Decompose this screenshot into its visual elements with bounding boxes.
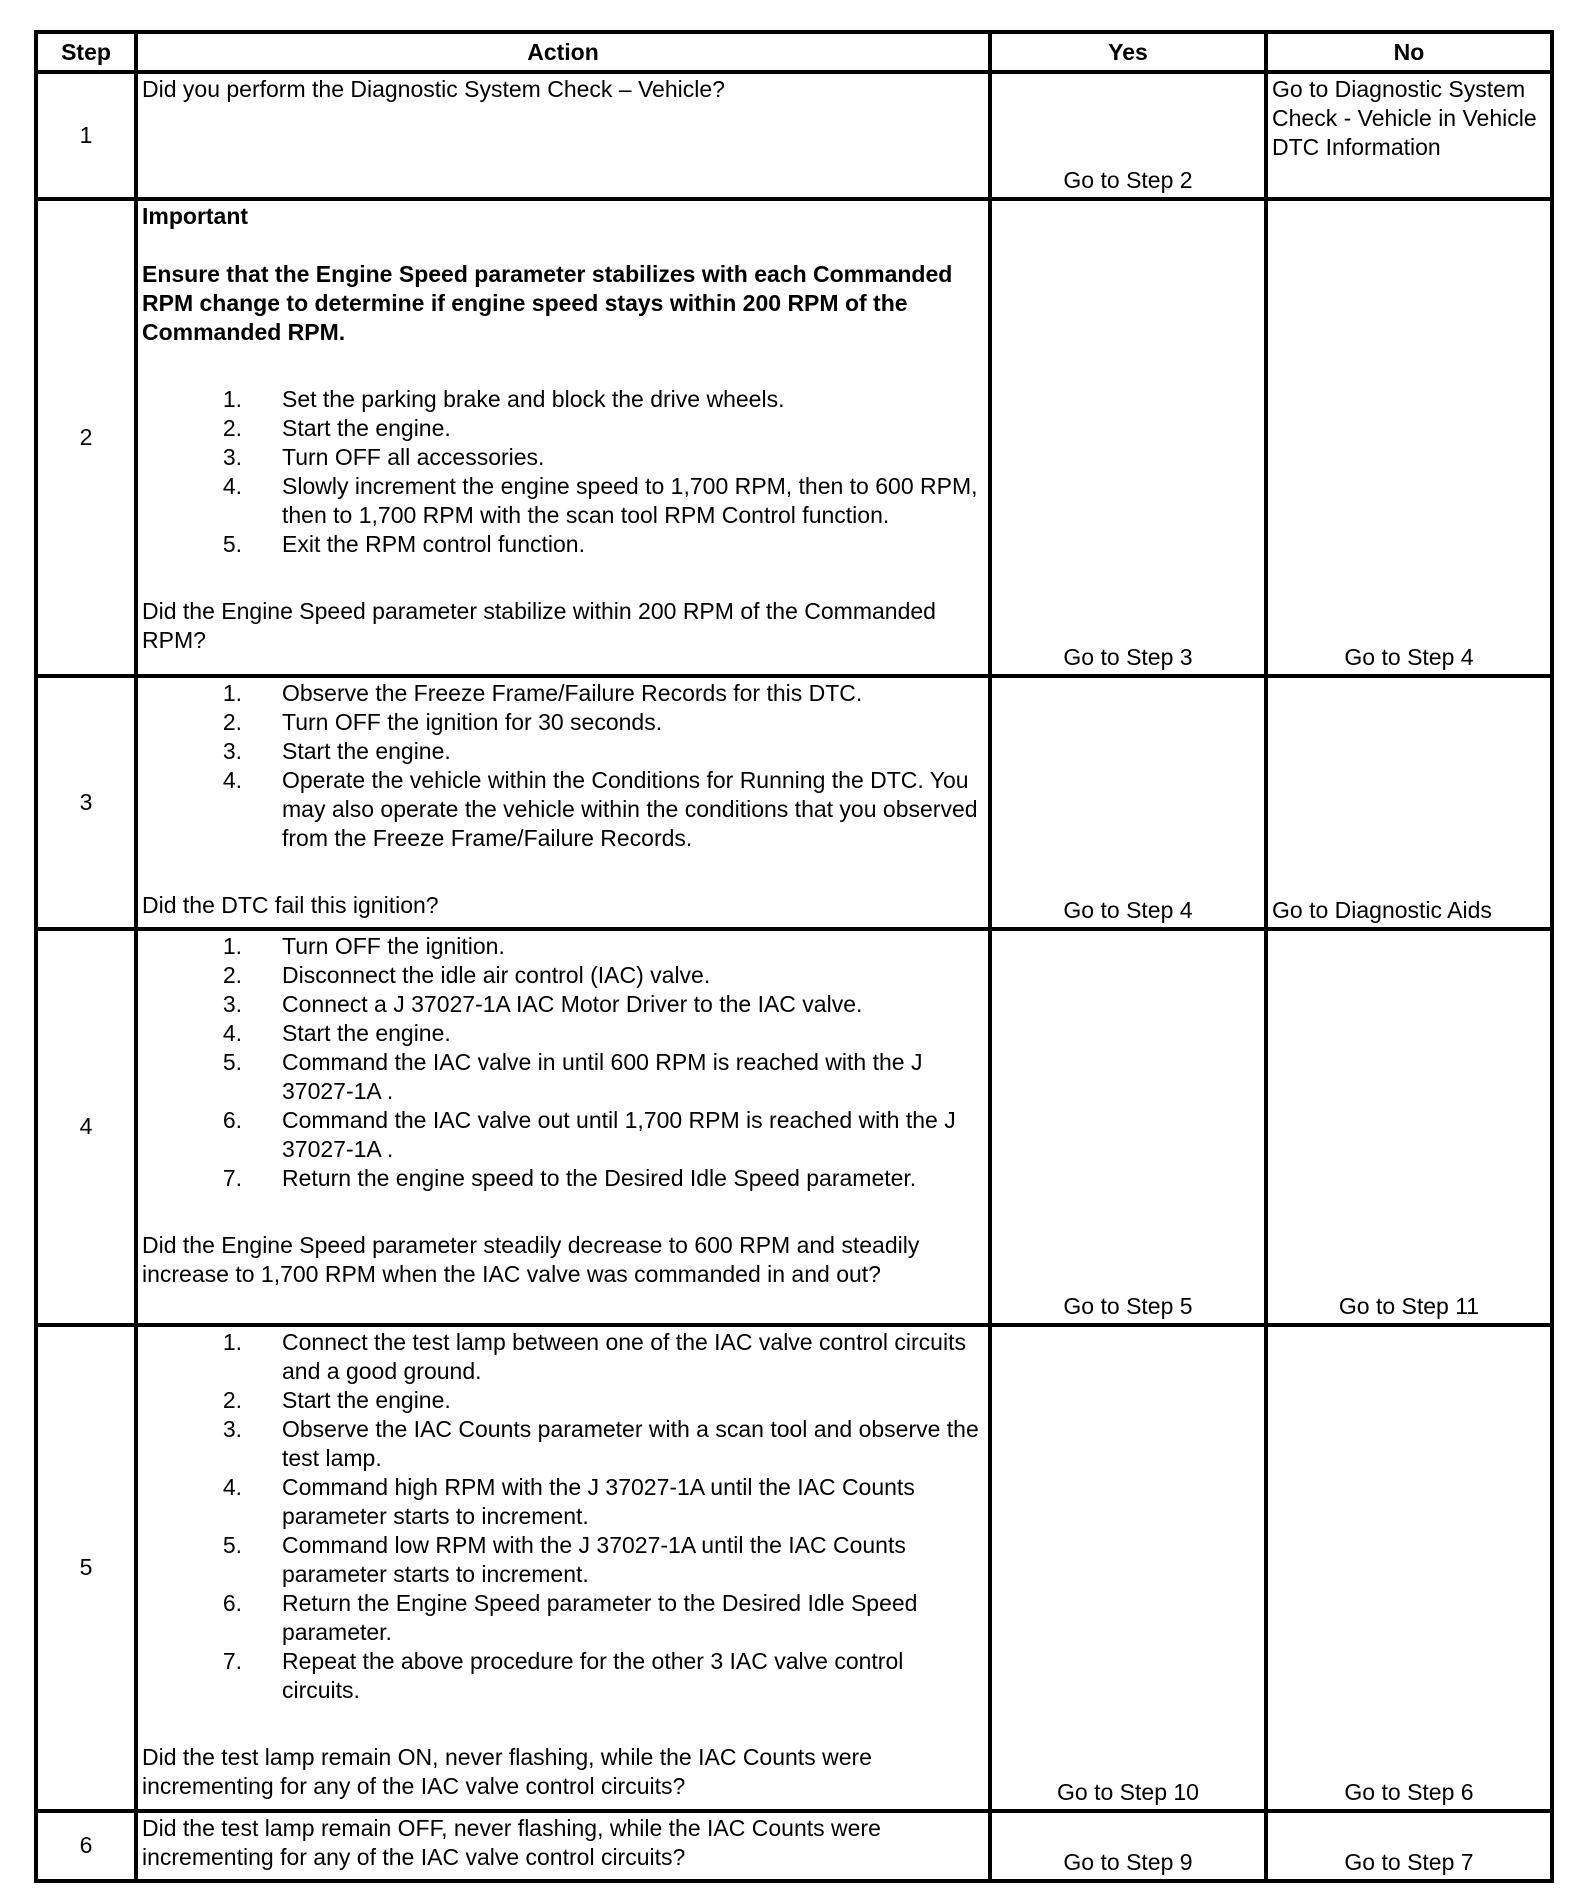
step-number: 3 [36,676,136,929]
important-text: Ensure that the Engine Speed parameter stabilizes with each Commanded RPM change to determine if engine speed stays within 200 RPM of the Commanded RPM. [142,261,953,345]
list-item: 2. Start the engine. [222,415,451,441]
procedure-list [142,385,984,559]
diagnostic-page [34,30,1550,1883]
procedure-list [142,1328,984,1705]
header-action: Action [136,32,990,72]
list-item: 5. Command the IAC valve in until 600 RPM is reached with the J 37027-1A . [222,1049,923,1104]
step-number: 6 [36,1811,136,1881]
no-cell: Go to Diagnostic System Check - Vehicle in Vehicle DTC Information [1266,72,1552,199]
list-item: 1. Observe the Freeze Frame/Failure Records for this DTC. [222,680,863,706]
no-cell: Go to Step 7 [1266,1811,1552,1881]
action-cell [136,1325,990,1811]
table-row [36,72,1552,199]
list-item: 6. Return the Engine Speed parameter to the Desired Idle Speed parameter. [222,1590,918,1645]
no-cell: Go to Step 11 [1266,929,1552,1325]
list-item: 2. Turn OFF the ignition for 30 seconds. [222,709,663,735]
header-yes: Yes [990,32,1266,72]
list-item: 4. Operate the vehicle within the Conditions for Running the DTC. You may also operate the vehicle within the conditions that you observed from the Freeze Frame/Failure Records. [222,767,978,851]
step-number: 4 [36,929,136,1325]
list-item: 1. Connect the test lamp between one of the IAC valve control circuits and a good ground. [222,1329,966,1384]
table-row [36,1811,1552,1881]
list-item: 5. Exit the RPM control function. [222,531,585,557]
list-item: 6. Command the IAC valve out until 1,700 RPM is reached with the J 37027-1A . [222,1107,956,1162]
action-cell [136,1811,990,1881]
list-item: 3. Turn OFF all accessories. [222,444,545,470]
header-step: Step [36,32,136,72]
table-row [36,676,1552,929]
list-item: 4. Start the engine. [222,1020,451,1046]
question-text: Did the Engine Speed parameter stabilize within 200 RPM of the Commanded RPM? [142,598,936,653]
action-cell [136,72,990,199]
question-text: Did you perform the Diagnostic System Check – Vehicle? [142,76,725,102]
list-item: 1. Turn OFF the ignition. [222,933,505,959]
list-item: 4. Slowly increment the engine speed to 1,700 RPM, then to 600 RPM, then to 1,700 RPM with the scan tool RPM Control function. [222,473,978,528]
no-cell: Go to Diagnostic Aids [1266,676,1552,929]
list-item: 1. Set the parking brake and block the drive wheels. [222,386,785,412]
list-item: 7. Repeat the above procedure for the other 3 IAC valve control circuits. [222,1648,904,1703]
list-item: 3. Connect a J 37027-1A IAC Motor Driver to the IAC valve. [222,991,863,1017]
no-cell: Go to Step 6 [1266,1325,1552,1811]
step-number: 5 [36,1325,136,1811]
question-text: Did the DTC fail this ignition? [142,892,439,918]
table-row [36,199,1552,676]
important-heading: Important [142,203,249,229]
yes-cell: Go to Step 4 [990,676,1266,929]
list-item: 5. Command low RPM with the J 37027-1A until the IAC Counts parameter starts to increment. [222,1532,906,1587]
list-item: 4. Command high RPM with the J 37027-1A until the IAC Counts parameter starts to increment. [222,1474,915,1529]
question-text: Did the test lamp remain ON, never flashing, while the IAC Counts were incrementing for any of the IAC valve control circuits? [142,1744,872,1799]
list-item: 3. Start the engine. [222,738,451,764]
yes-cell: Go to Step 5 [990,929,1266,1325]
list-item: 2. Disconnect the idle air control (IAC) valve. [222,962,711,988]
question-text: Did the Engine Speed parameter steadily decrease to 600 RPM and steadily increase to 1,700 RPM when the IAC valve was commanded in and out? [142,1232,920,1287]
list-item: 3. Observe the IAC Counts parameter with a scan tool and observe the test lamp. [222,1416,979,1471]
yes-cell: Go to Step 9 [990,1811,1266,1881]
list-item: 7. Return the engine speed to the Desired Idle Speed parameter. [222,1165,917,1191]
diagnostic-table [34,30,1554,1883]
table-row [36,1325,1552,1811]
action-cell [136,199,990,676]
action-cell [136,929,990,1325]
header-no: No [1266,32,1552,72]
yes-cell: Go to Step 3 [990,199,1266,676]
procedure-list [142,679,984,853]
header-row [36,32,1552,72]
table-row [36,929,1552,1325]
question-text: Did the test lamp remain OFF, never flashing, while the IAC Counts were incrementing for any of the IAC valve control circuits? [142,1815,881,1870]
yes-cell: Go to Step 10 [990,1325,1266,1811]
step-number: 1 [36,72,136,199]
yes-cell: Go to Step 2 [990,72,1266,199]
procedure-list [142,932,984,1193]
step-number: 2 [36,199,136,676]
list-item: 2. Start the engine. [222,1387,451,1413]
action-cell [136,676,990,929]
no-cell: Go to Step 4 [1266,199,1552,676]
